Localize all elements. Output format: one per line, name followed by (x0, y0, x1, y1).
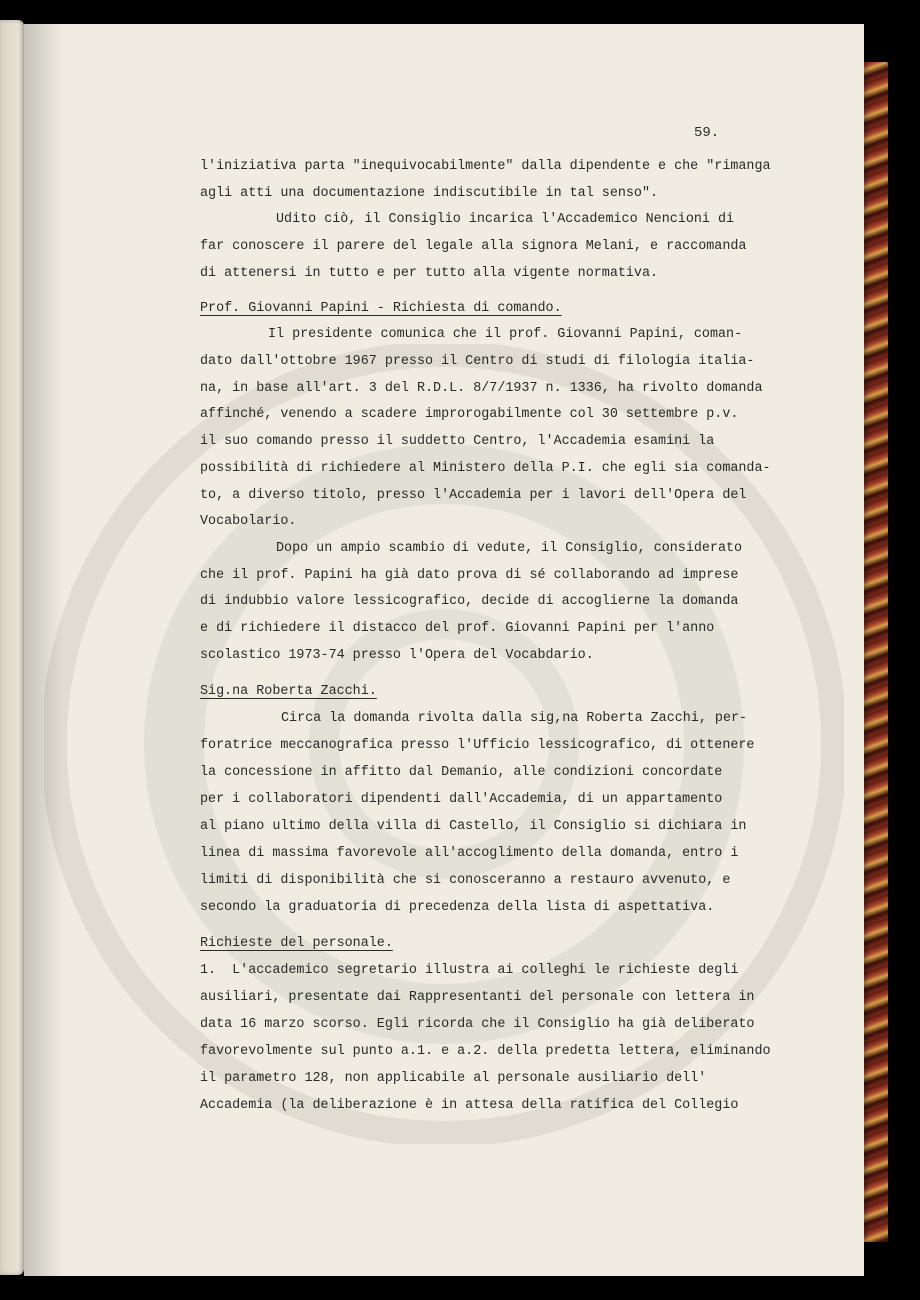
text-line: il suo comando presso il suddetto Centro, l'Accademia esamini la (200, 434, 715, 449)
text-line: Udito ciò, il Consiglio incarica l'Accademico Nencioni di (276, 212, 735, 227)
section-heading: Sig.na Roberta Zacchi. (200, 684, 377, 699)
text-line: 1. L'accademico segretario illustra ai colleghi le richieste degli (200, 963, 739, 978)
text-line: ausiliari, presentate dai Rappresentanti del personale con lettera in (200, 990, 755, 1005)
text-line: data 16 marzo scorso. Egli ricorda che il Consiglio ha già deliberato (200, 1017, 755, 1032)
text-line: e di richiedere il distacco del prof. Giovanni Papini per l'anno (200, 621, 715, 636)
text-line: al piano ultimo della villa di Castello, il Consiglio si dichiara in (200, 819, 747, 834)
text-line: na, in base all'art. 3 del R.D.L. 8/7/1937 n. 1336, ha rivolto domanda (200, 381, 763, 396)
text-line: che il prof. Papini ha già dato prova di sé collaborando ad imprese (200, 568, 739, 583)
text-line: Il presidente comunica che il prof. Giovanni Papini, coman- (268, 327, 743, 342)
document-page (24, 24, 864, 1276)
section-heading: Richieste del personale. (200, 936, 393, 951)
text-line: far conoscere il parere del legale alla signora Melani, e raccomanda (200, 239, 747, 254)
text-line: affinché, venendo a scadere improrogabilmente col 30 settembre p.v. (200, 407, 739, 422)
text-line: dato dall'ottobre 1967 presso il Centro di studi di filologia italia- (200, 354, 755, 369)
text-line: agli atti una documentazione indiscutibile in tal senso". (200, 186, 659, 201)
text-line: secondo la graduatoria di precedenza della lista di aspettativa. (200, 900, 715, 915)
text-line: Vocabolario. (200, 514, 297, 529)
text-line: di indubbio valore lessicografico, decide di accoglierne la domanda (200, 594, 739, 609)
text-line: il parametro 128, non applicabile al personale ausiliario dell' (200, 1071, 707, 1086)
text-line: foratrice meccanografica presso l'Ufficio lessicografico, di ottenere (200, 738, 755, 753)
text-line: la concessione in affitto dal Demanio, alle condizioni concordate (200, 765, 723, 780)
page-number: 59. (694, 125, 720, 141)
text-line: favorevolmente sul punto a.1. e a.2. della predetta lettera, eliminando (200, 1044, 771, 1059)
text-line: di attenersi in tutto e per tutto alla vigente normativa. (200, 266, 659, 281)
text-line: Dopo un ampio scambio di vedute, il Consiglio, considerato (276, 541, 743, 556)
text-line: linea di massima favorevole all'accoglimento della domanda, entro i (200, 846, 739, 861)
text-line: Circa la domanda rivolta dalla sig,na Roberta Zacchi, per- (281, 711, 748, 726)
text-line: l'iniziativa parta "inequivocabilmente" dalla dipendente e che "rimanga (200, 159, 771, 174)
text-line: to, a diverso titolo, presso l'Accademia per i lavori dell'Opera del (200, 488, 747, 503)
text-line: per i collaboratori dipendenti dall'Accademia, di un appartamento (200, 792, 723, 807)
book-binding-left (0, 20, 24, 1275)
text-line: limiti di disponibilità che si conosceranno a restauro avvenuto, e (200, 873, 731, 888)
text-line: Accademia (la deliberazione è in attesa della ratifica del Collegio (200, 1098, 739, 1113)
text-line: possibilità di richiedere al Ministero della P.I. che egli sia comanda- (200, 461, 771, 476)
text-line: scolastico 1973-74 presso l'Opera del Vocabdario. (200, 648, 594, 663)
typed-text-block (24, 24, 864, 1276)
section-heading: Prof. Giovanni Papini - Richiesta di comando. (200, 301, 562, 316)
